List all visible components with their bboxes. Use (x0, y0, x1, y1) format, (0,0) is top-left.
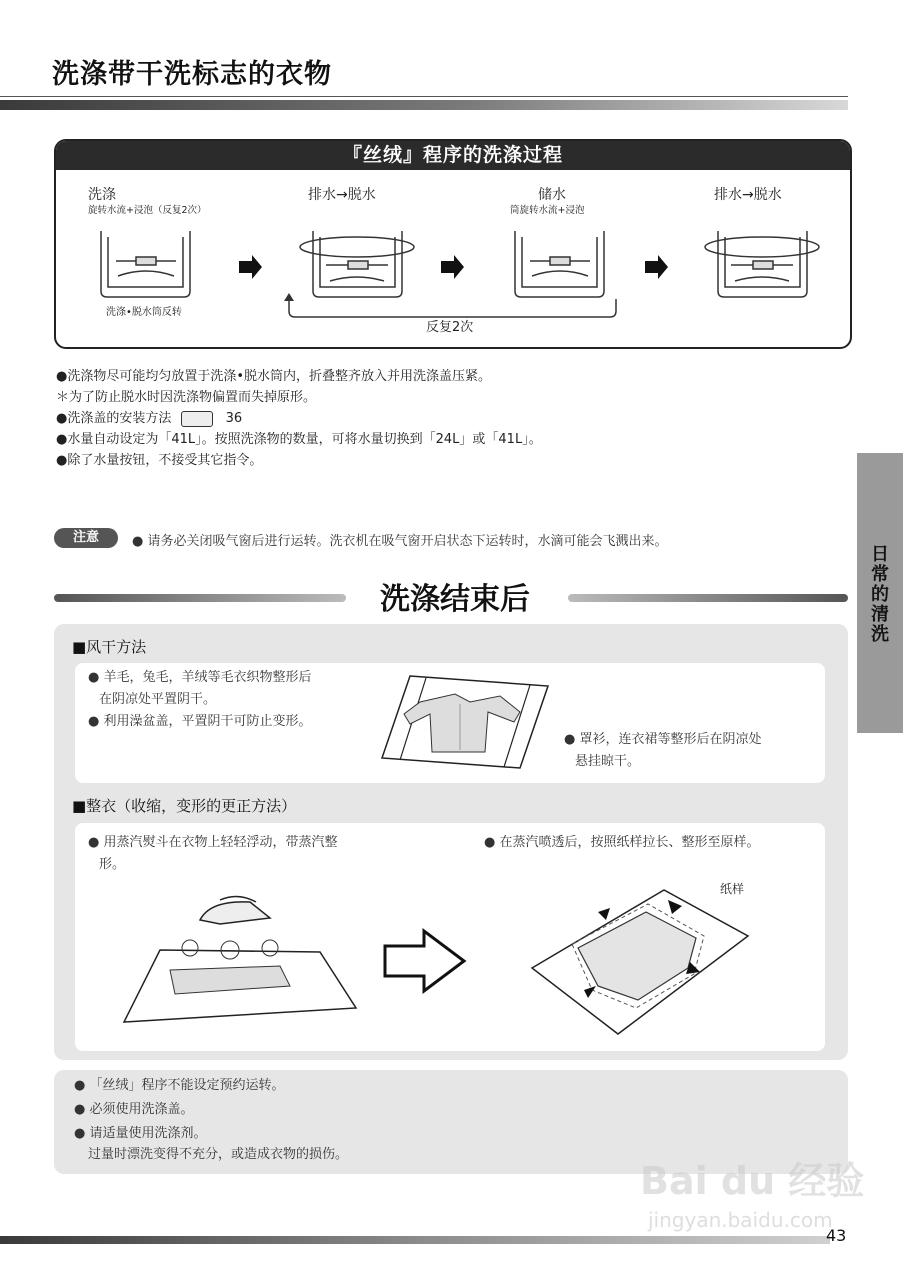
drying-heading: ■风干方法 (72, 638, 147, 656)
repeat-loop (289, 299, 616, 317)
step-1-title: 洗涤 (88, 187, 116, 203)
bullet-3 (56, 408, 542, 429)
reshape-right: ● 在蒸汽喷透后，按照纸样拉长、整形至原样。 (484, 835, 760, 850)
title-bar (0, 100, 848, 110)
note-3: ● 请适量使用洗涤剂。 (74, 1126, 207, 1141)
big-arrow-right-icon (382, 928, 468, 994)
bullet-3-text: ●洗涤盖的安装方法 (56, 411, 172, 426)
process-header: 『丝绒』程序的洗涤过程 (56, 141, 850, 170)
instruction-list (56, 366, 542, 471)
title-rule (0, 96, 848, 97)
note-2: ● 必须使用洗涤盖。 (74, 1102, 194, 1117)
watermark-logo: Bai du 经验 (640, 1159, 865, 1203)
process-box (54, 139, 852, 349)
section-bar-left (54, 594, 346, 602)
lid-ref-page: 36 (225, 411, 243, 426)
step-3-title: 储水 (538, 187, 566, 203)
caution-tag: 注意 (54, 528, 118, 548)
tub-2-icon (300, 231, 414, 297)
step-1-sub: 旋转水流+浸泡（反复2次） (88, 205, 207, 216)
step-4-title: 排水→脱水 (714, 187, 782, 203)
drying-item-2: ● 利用澡盆盖，平置阴干可防止变形。 (88, 714, 312, 729)
repeat-label: 反复2次 (426, 320, 474, 335)
step-3-sub: 筒旋转水流+浸泡 (510, 205, 585, 216)
watermark-url: jingyan.baidu.com (648, 1208, 833, 1232)
reshape-left-2: 形。 (99, 857, 126, 872)
arrow-right-icon (441, 255, 464, 279)
bullet-2: ＊为了防止脱水时因洗涤物偏置而失掉原形。 (56, 390, 317, 405)
arrow-right-icon (645, 255, 668, 279)
bullet-1: ●洗涤物尽可能均匀放置于洗涤•脱水筒内，折叠整齐放入并用洗涤盖压紧。 (56, 369, 492, 384)
bullet-5: ●除了水量按钮，不接受其它指令。 (56, 453, 263, 468)
caution-text: ● 请务必关闭吸气窗后进行运转。洗衣机在吸气窗开启状态下运转时，水滴可能会飞溅出来。 (132, 534, 668, 549)
pointing-hand-icon (181, 411, 213, 427)
flat-drying-illustration (380, 672, 550, 772)
pattern-label: 纸样 (720, 882, 745, 896)
section-title: 洗涤结束后 (380, 582, 530, 617)
tub-4-icon (705, 231, 819, 297)
page-number: 43 (826, 1226, 847, 1245)
step-2-title: 排水→脱水 (308, 187, 376, 203)
tub-3-icon (515, 231, 604, 297)
drying-right-1: ● 罩衫，连衣裙等整形后在阴凉处 (564, 732, 762, 747)
drying-item-1: ● 羊毛，兔毛，羊绒等毛衣织物整形后 (88, 670, 312, 685)
footer-bar (0, 1236, 830, 1244)
drying-right-2: 悬挂晾干。 (575, 754, 641, 769)
reshape-left-1: ● 用蒸汽熨斗在衣物上轻轻浮动，带蒸汽整 (88, 835, 338, 850)
side-tab-label: 日常的清洗 (871, 544, 889, 645)
steam-iron-illustration (120, 890, 360, 1030)
paper-pattern-illustration (528, 882, 752, 1040)
reshape-heading: ■整衣（收缩，变形的更正方法） (72, 797, 297, 815)
note-3-detail: 过量时漂洗变得不充分，或造成衣物的损伤。 (88, 1147, 349, 1162)
page-title: 洗涤带干洗标志的衣物 (52, 59, 332, 90)
tub-1-icon (101, 231, 190, 297)
arrow-right-icon (239, 255, 262, 279)
bullet-4: ●水量自动设定为「41L」。按照洗涤物的数量，可将水量切换到「24L」或「41L」。 (56, 432, 542, 447)
drying-item-1b: 在阴凉处平置阴干。 (99, 692, 217, 707)
reverse-label: 洗涤•脱水筒反转 (106, 307, 182, 318)
note-1: ● 「丝绒」程序不能设定预约运转。 (74, 1078, 285, 1093)
section-bar-right (568, 594, 848, 602)
